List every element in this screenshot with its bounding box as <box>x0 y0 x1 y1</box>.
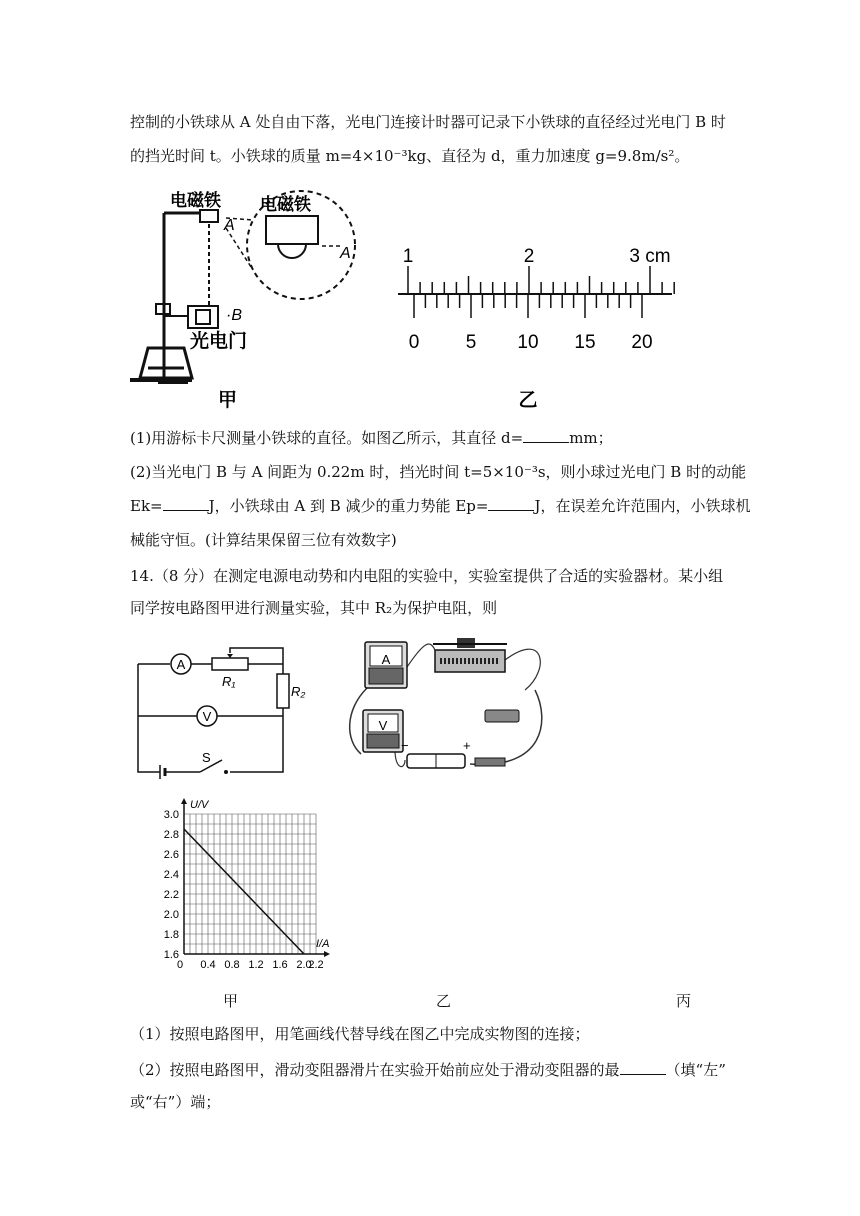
end-answer-blank[interactable] <box>620 1060 666 1075</box>
ek-label: Ek= <box>130 497 163 515</box>
caption-jia-fig1: 甲 <box>218 390 238 411</box>
d-answer-blank[interactable] <box>523 428 569 443</box>
y-tick-label: 3.0 <box>163 809 179 821</box>
magnet-label: 电磁铁 <box>170 191 221 210</box>
battery-minus: − <box>401 738 409 753</box>
x-tick-label: 0 <box>176 959 184 971</box>
caption-yi-fig1: 乙 <box>518 390 538 411</box>
sub2-options: （填“左” <box>665 1061 726 1079</box>
voltmeter-symbol: V <box>202 709 212 724</box>
circuit-diagram <box>130 644 306 779</box>
q1-text: (1)用游标卡尺测量小铁球的直径。如图乙所示，其直径 d= <box>130 429 524 447</box>
y-tick-label: 2.6 <box>163 849 179 861</box>
vernier-label-10: 10 <box>517 332 539 353</box>
y-axis-label: U/V <box>190 799 209 811</box>
question-2-line-3: 械能守恒。(计算结果保留三位有效数字) <box>130 531 397 549</box>
vernier-label-5: 5 <box>465 332 477 353</box>
vernier-caliper-figure <box>390 240 690 415</box>
ep-answer-blank[interactable] <box>488 496 534 511</box>
sub-question-2-line-2: 或“右”）端； <box>130 1093 221 1111</box>
r2-label: R₂ <box>291 684 306 699</box>
ek-answer-blank[interactable] <box>163 496 209 511</box>
device-ammeter-label: A <box>381 652 391 667</box>
y-tick-label: 2.4 <box>163 869 179 881</box>
question-14-line-1: 14.（8 分）在测定电源电动势和内电阻的实验中，实验室提供了合适的实验器材。某小组 <box>130 567 724 585</box>
main-scale-label-1: 1 <box>402 246 414 267</box>
vernier-label-15: 15 <box>574 332 596 353</box>
caption-yi: 乙 <box>436 992 452 1010</box>
intro-line-2: 的挡光时间 t。小铁球的质量 m=4×10⁻³kg、直径为 d，重力加速度 g=9.8m/s²。 <box>130 147 690 165</box>
x-tick-label: 0.8 <box>224 959 240 971</box>
ammeter-symbol: A <box>176 657 186 672</box>
sub-question-2 <box>130 1060 726 1080</box>
sub-question-1: （1）按照电路图甲，用笔画线代替导线在图乙中完成实物图的连接； <box>130 1025 590 1043</box>
vernier-scale-ticks <box>414 294 642 318</box>
y-tick-label: 2.2 <box>163 889 179 901</box>
question-2-line-2 <box>130 496 750 516</box>
x-tick-label: 1.6 <box>272 959 288 971</box>
x-tick-label: 2.0 <box>296 959 312 971</box>
x-tick-label: 2.2 <box>308 959 324 971</box>
device-photo <box>345 630 545 780</box>
y-tick-label: 1.8 <box>163 929 179 941</box>
vernier-label-20: 20 <box>631 332 653 353</box>
u-i-graph <box>150 798 340 978</box>
x-axis-label: I/A <box>316 938 330 950</box>
main-scale-label-3: 3 cm <box>629 246 671 267</box>
y-tick-label: 2.0 <box>163 909 179 921</box>
vernier-label-0: 0 <box>408 332 420 353</box>
question-14-line-2: 同学按电路图甲进行测量实验，其中 R₂为保护电阻，则 <box>130 599 498 617</box>
y-tick-label: 1.6 <box>163 949 179 961</box>
gate-label: 光电门 <box>190 331 248 352</box>
apparatus-figure <box>128 188 368 413</box>
point-a2-label: A <box>340 245 351 262</box>
q1-unit: mm； <box>569 429 613 447</box>
q2-end-text: J，在误差允许范围内，小铁球机 <box>534 497 751 515</box>
intro-line-1: 控制的小铁球从 A 处自由下落，光电门连接计时器可记录下小铁球的直径经过光电门 B 时 <box>130 113 726 131</box>
x-tick-label: 0.4 <box>200 959 216 971</box>
main-scale-label-2: 2 <box>523 246 535 267</box>
point-a-label: A <box>224 217 235 234</box>
battery-plus: + <box>463 738 471 753</box>
magnet-zoom-label: 电磁铁 <box>260 195 311 214</box>
sub2-text: （2）按照电路图甲，滑动变阻器滑片在实验开始前应处于滑动变阻器的最 <box>130 1061 620 1079</box>
switch-label: S <box>202 750 211 765</box>
question-2-line-1: (2)当光电门 B 与 A 间距为 0.22m 时，挡光时间 t=5×10⁻³s，则小球过光电门 B 时的动能 <box>130 463 747 481</box>
caption-jia: 甲 <box>223 992 239 1010</box>
device-voltmeter-label: V <box>378 718 388 733</box>
r1-label: R₁ <box>222 674 236 689</box>
q2-mid-text: J，小铁球由 A 到 B 减少的重力势能 Ep= <box>208 497 489 515</box>
x-tick-label: 1.2 <box>248 959 264 971</box>
point-b-label: ·B <box>226 307 242 324</box>
chart-grid <box>184 814 316 954</box>
caption-bing: 丙 <box>676 992 692 1010</box>
main-scale-ticks <box>408 266 674 294</box>
y-tick-label: 2.8 <box>163 829 179 841</box>
question-1 <box>130 428 613 448</box>
